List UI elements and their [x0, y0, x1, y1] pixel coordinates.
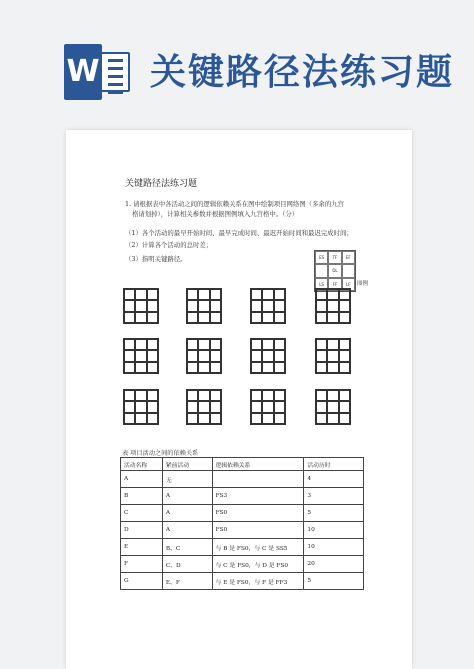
table-cell: 5 — [304, 505, 364, 522]
table-cell: 5 — [304, 573, 364, 590]
column-header: 活动历时 — [304, 458, 364, 471]
table-cell: C — [121, 505, 163, 522]
nine-grid-box[interactable] — [315, 389, 351, 425]
nine-grid-box[interactable] — [250, 389, 286, 425]
nine-grid-box[interactable] — [250, 288, 286, 324]
table-cell: 10 — [304, 522, 364, 539]
nine-grid-box[interactable] — [250, 338, 286, 374]
question-line: 1. 请根据表中各活动之间的逻辑依赖关系在图中绘制项目网络图（多余的九宫 — [125, 200, 345, 208]
nine-grid-box[interactable] — [123, 389, 159, 425]
table-cell: B、C — [162, 539, 212, 556]
word-document-icon — [64, 44, 132, 100]
word-logo-letter: W — [64, 44, 102, 100]
table-cell: A — [121, 471, 163, 488]
table-row — [121, 556, 364, 573]
table-row — [121, 522, 364, 539]
table-cell: E、F — [162, 573, 212, 590]
question-line: （2）计算各个活动的总时差； — [125, 241, 213, 249]
table-row — [121, 539, 364, 556]
table-cell: 与 E 是 FS0，与 F 是 FF3 — [212, 573, 304, 590]
legend-grid — [314, 250, 356, 292]
table-row — [121, 573, 364, 590]
legend-cell: FF — [328, 278, 341, 291]
table-cell: 无 — [162, 471, 212, 488]
table-cell: B — [121, 488, 163, 505]
table-cell: G — [121, 573, 163, 590]
column-header: 逻辑依赖关系 — [212, 458, 304, 471]
legend-cell — [315, 264, 328, 277]
table-cell: A — [162, 522, 212, 539]
nine-grid-box[interactable] — [123, 288, 159, 324]
question-line: 格请划掉），计算相关参数并根据图例填入九宫格中。（分） — [132, 210, 299, 218]
legend-cell: LS — [315, 278, 328, 291]
nine-grid-box[interactable] — [315, 338, 351, 374]
legend-cell: TF — [328, 251, 341, 264]
table-header-row — [121, 458, 364, 471]
table-cell: 与 C 是 FS0，与 D 是 FS0 — [212, 556, 304, 573]
legend-cell: DL — [328, 264, 341, 277]
legend-cell: ES — [315, 251, 328, 264]
legend-caption: 图例 — [357, 281, 369, 287]
document-title: 关键路径法练习题 — [125, 179, 198, 189]
dependency-table — [120, 457, 364, 590]
legend-cell: LF — [342, 278, 355, 291]
table-cell: FS0 — [212, 522, 304, 539]
table-cell: FS0 — [212, 505, 304, 522]
question-line: （1）各个活动的最早开始时间、最早完成时间、最迟开始时间和最迟完成时间； — [125, 229, 353, 237]
nine-grid-box[interactable] — [186, 288, 222, 324]
table-row — [121, 488, 364, 505]
table-cell: FS3 — [212, 488, 304, 505]
nine-grid-box[interactable] — [123, 338, 159, 374]
nine-grid-box[interactable] — [315, 288, 351, 324]
table-row — [121, 505, 364, 522]
table-cell: 4 — [304, 471, 364, 488]
nine-grid-box[interactable] — [186, 338, 222, 374]
banner-title: 关键路径法练习题 — [150, 52, 455, 93]
table-cell: A — [162, 505, 212, 522]
column-header: 活动名称 — [121, 458, 163, 471]
table-cell: F — [121, 556, 163, 573]
table-cell: 3 — [304, 488, 364, 505]
header-banner — [0, 0, 474, 120]
table-cell: C、D — [162, 556, 212, 573]
legend-cell: EF — [342, 251, 355, 264]
table-cell: A — [162, 488, 212, 505]
column-header: 紧前活动 — [162, 458, 212, 471]
question-line: （3）指明关键路径。 — [125, 255, 187, 263]
table-cell: 20 — [304, 556, 364, 573]
document-page — [66, 130, 412, 669]
table-caption: 表 项目活动之间的依赖关系 — [122, 450, 199, 457]
legend-cell — [342, 264, 355, 277]
table-cell: 与 B 是 FS0，与 C 是 SS5 — [212, 539, 304, 556]
table-row — [121, 471, 364, 488]
table-cell — [212, 471, 304, 488]
nine-grid-box[interactable] — [186, 389, 222, 425]
table-cell: 10 — [304, 539, 364, 556]
table-cell: E — [121, 539, 163, 556]
table-cell: D — [121, 522, 163, 539]
